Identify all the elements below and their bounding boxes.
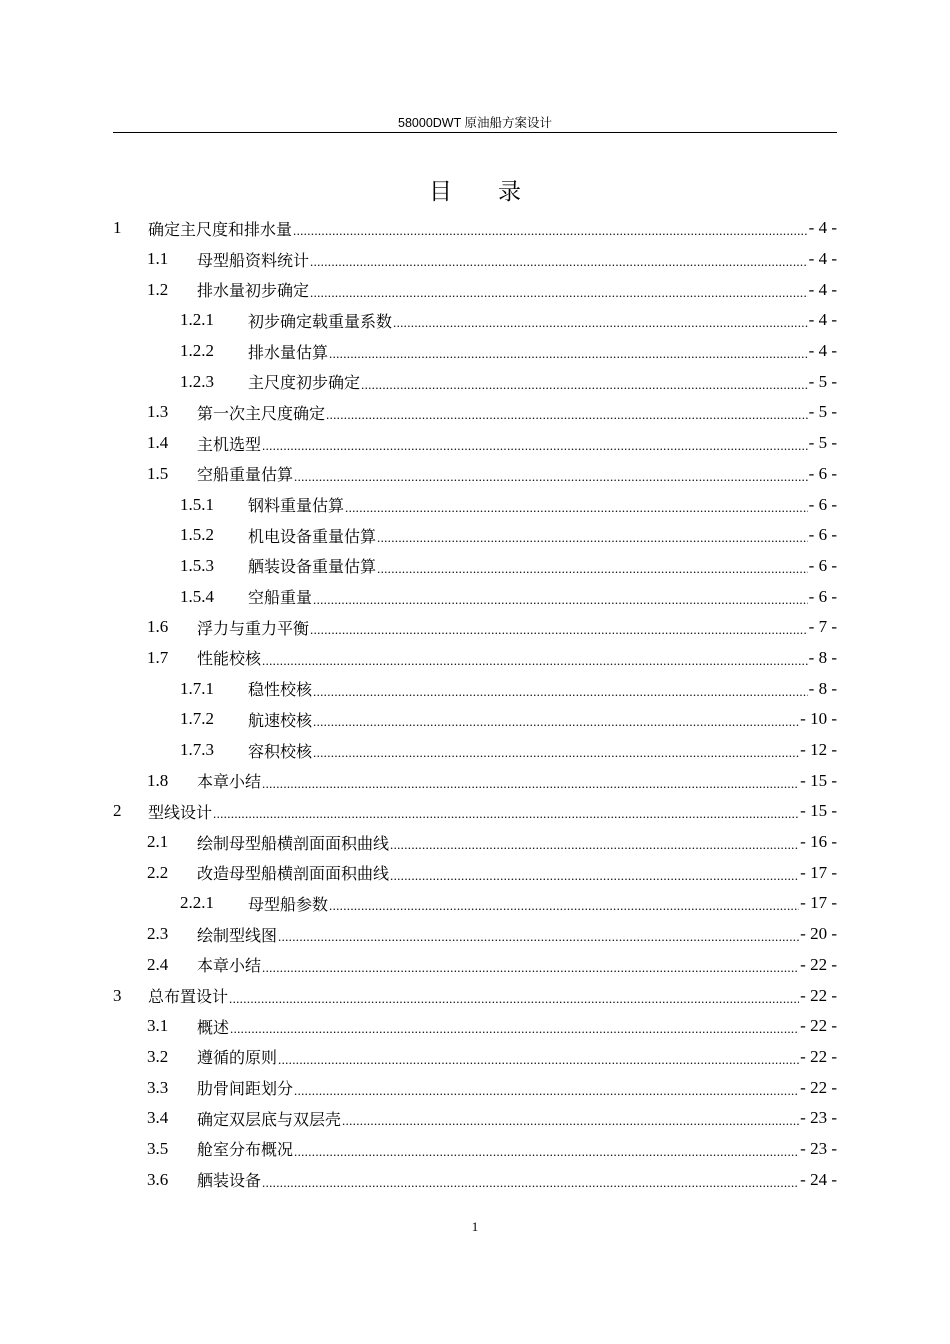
toc-entry[interactable] — [113, 551, 837, 582]
toc-entry-number: 3.5 — [147, 1138, 169, 1158]
toc-entry[interactable] — [113, 827, 837, 858]
toc-entry[interactable] — [113, 244, 837, 275]
toc-entry-title: 母型船参数 — [248, 894, 329, 914]
toc-entry-page: - 22 - — [800, 1046, 837, 1066]
toc-entry[interactable] — [113, 581, 837, 612]
toc-entry-title: 舱室分布概况 — [197, 1140, 294, 1160]
toc-dot-leader — [377, 557, 808, 575]
toc-entry-page: - 4 - — [808, 341, 837, 361]
toc-entry[interactable] — [113, 1134, 837, 1165]
table-of-contents — [113, 213, 837, 1195]
toc-entry[interactable] — [113, 950, 837, 981]
toc-entry-title: 绘制母型船横剖面面积曲线 — [197, 833, 390, 853]
toc-entry-title: 空船重量估算 — [197, 465, 294, 485]
toc-entry-page: - 7 - — [808, 617, 837, 637]
toc-dot-leader — [293, 219, 808, 237]
toc-entry-number: 3.2 — [147, 1046, 169, 1066]
toc-entry[interactable] — [113, 305, 837, 336]
toc-title-part2: 录 — [498, 179, 521, 205]
toc-dot-leader — [342, 1109, 799, 1127]
toc-entry-page: - 5 - — [808, 433, 837, 453]
toc-dot-leader — [262, 649, 808, 667]
toc-entry-title: 钢料重量估算 — [248, 496, 345, 516]
toc-dot-leader — [390, 864, 799, 882]
toc-entry-number: 1.1 — [147, 249, 169, 269]
toc-title — [113, 176, 837, 208]
toc-entry-number: 1.2.2 — [180, 341, 214, 361]
toc-entry[interactable] — [113, 1072, 837, 1103]
toc-entry[interactable] — [113, 735, 837, 766]
toc-entry[interactable] — [113, 213, 837, 244]
toc-dot-leader — [294, 465, 808, 483]
toc-entry[interactable] — [113, 796, 837, 827]
toc-entry-page: - 22 - — [800, 985, 837, 1005]
header-rule — [113, 132, 837, 133]
toc-entry-title: 航速校核 — [248, 710, 313, 730]
toc-entry-page: - 6 - — [808, 463, 837, 483]
toc-entry-page: - 5 - — [808, 402, 837, 422]
toc-dot-leader — [294, 1140, 799, 1158]
toc-entry[interactable] — [113, 336, 837, 367]
toc-entry-page: - 22 - — [800, 954, 837, 974]
toc-entry-page: - 8 - — [808, 678, 837, 698]
toc-dot-leader — [262, 956, 799, 974]
toc-dot-leader — [313, 588, 808, 606]
toc-dot-leader — [229, 987, 799, 1005]
toc-entry-title: 概述 — [197, 1017, 230, 1037]
toc-entry[interactable] — [113, 888, 837, 919]
toc-entry-number: 3 — [113, 985, 122, 1005]
toc-entry-title: 第一次主尺度确定 — [197, 403, 326, 423]
toc-entry-page: - 17 - — [800, 893, 837, 913]
toc-entry-page: - 23 - — [800, 1108, 837, 1128]
toc-dot-leader — [294, 1079, 799, 1097]
toc-entry-number: 1.2 — [147, 279, 169, 299]
toc-entry-number: 2 — [113, 801, 122, 821]
toc-entry-title: 排水量估算 — [248, 342, 329, 362]
toc-entry-title: 容积校核 — [248, 741, 313, 761]
toc-entry[interactable] — [113, 704, 837, 735]
toc-entry-page: - 5 - — [808, 371, 837, 391]
toc-entry-page: - 4 - — [808, 218, 837, 238]
toc-entry[interactable] — [113, 765, 837, 796]
toc-entry[interactable] — [113, 919, 837, 950]
toc-entry-title: 主尺度初步确定 — [248, 373, 361, 393]
toc-entry-number: 2.2.1 — [180, 893, 214, 913]
toc-dot-leader — [310, 281, 808, 299]
toc-entry-page: - 6 - — [808, 586, 837, 606]
toc-dot-leader — [390, 833, 799, 851]
toc-entry[interactable] — [113, 643, 837, 674]
toc-dot-leader — [262, 434, 808, 452]
toc-entry-title: 确定主尺度和排水量 — [148, 219, 293, 239]
toc-entry[interactable] — [113, 428, 837, 459]
toc-entry-title: 本章小结 — [197, 772, 262, 792]
toc-dot-leader — [278, 925, 799, 943]
toc-entry[interactable] — [113, 520, 837, 551]
toc-entry-number: 1.8 — [147, 770, 169, 790]
toc-entry-number: 1 — [113, 218, 122, 238]
toc-dot-leader — [213, 802, 799, 820]
toc-entry-number: 1.5.4 — [180, 586, 214, 606]
toc-dot-leader — [278, 1048, 799, 1066]
toc-title-part1: 目 — [429, 179, 452, 205]
toc-entry-number: 2.2 — [147, 862, 169, 882]
toc-entry-title: 母型船资料统计 — [197, 250, 310, 270]
toc-dot-leader — [393, 311, 808, 329]
toc-entry-page: - 6 - — [808, 494, 837, 514]
toc-entry-number: 2.4 — [147, 954, 169, 974]
toc-entry-title: 遵循的原则 — [197, 1048, 278, 1068]
toc-dot-leader — [310, 618, 808, 636]
toc-entry[interactable] — [113, 1164, 837, 1195]
toc-entry-page: - 4 - — [808, 310, 837, 330]
toc-entry-number: 1.2.1 — [180, 310, 214, 330]
toc-entry-page: - 15 - — [800, 770, 837, 790]
toc-entry[interactable] — [113, 673, 837, 704]
toc-entry[interactable] — [113, 1103, 837, 1134]
toc-dot-leader — [361, 373, 808, 391]
toc-entry-title: 舾装设备重量估算 — [248, 557, 377, 577]
toc-entry-number: 3.3 — [147, 1077, 169, 1097]
toc-entry[interactable] — [113, 459, 837, 490]
toc-entry-number: 1.5.1 — [180, 494, 214, 514]
toc-entry-number: 2.3 — [147, 924, 169, 944]
toc-dot-leader — [326, 403, 808, 421]
toc-dot-leader — [329, 342, 808, 360]
toc-entry-number: 1.7 — [147, 647, 169, 667]
toc-entry[interactable] — [113, 1011, 837, 1042]
toc-dot-leader — [345, 496, 808, 514]
toc-entry-title: 空船重量 — [248, 588, 313, 608]
toc-entry[interactable] — [113, 366, 837, 397]
toc-entry-title: 型线设计 — [148, 802, 213, 822]
toc-dot-leader — [313, 741, 799, 759]
toc-entry-page: - 15 - — [800, 801, 837, 821]
toc-entry-page: - 12 - — [800, 740, 837, 760]
toc-dot-leader — [310, 250, 808, 268]
toc-entry[interactable] — [113, 489, 837, 520]
toc-entry-number: 3.4 — [147, 1108, 169, 1128]
toc-entry-title: 稳性校核 — [248, 680, 313, 700]
toc-entry-number: 3.1 — [147, 1016, 169, 1036]
toc-entry-number: 1.3 — [147, 402, 169, 422]
toc-dot-leader — [329, 894, 799, 912]
toc-entry[interactable] — [113, 1042, 837, 1073]
toc-entry-number: 1.7.3 — [180, 740, 214, 760]
toc-entry[interactable] — [113, 857, 837, 888]
toc-entry-number: 1.7.1 — [180, 678, 214, 698]
toc-entry[interactable] — [113, 274, 837, 305]
toc-dot-leader — [377, 526, 808, 544]
toc-entry-title: 舾装设备 — [197, 1171, 262, 1191]
toc-entry-page: - 6 - — [808, 555, 837, 575]
toc-entry[interactable] — [113, 612, 837, 643]
toc-entry-title: 确定双层底与双层壳 — [197, 1109, 342, 1129]
toc-entry-title: 肋骨间距划分 — [197, 1079, 294, 1099]
toc-entry-title: 绘制型线图 — [197, 925, 278, 945]
toc-entry-number: 3.6 — [147, 1169, 169, 1189]
toc-dot-leader — [262, 1171, 799, 1189]
toc-entry-page: - 22 - — [800, 1077, 837, 1097]
toc-entry-number: 1.5 — [147, 463, 169, 483]
toc-entry-title: 总布置设计 — [148, 987, 229, 1007]
toc-dot-leader — [313, 710, 799, 728]
page-number: 1 — [471, 1219, 479, 1234]
toc-entry-page: - 16 - — [800, 832, 837, 852]
toc-entry[interactable] — [113, 397, 837, 428]
toc-entry-title: 本章小结 — [197, 956, 262, 976]
toc-dot-leader — [313, 680, 808, 698]
toc-entry-number: 1.4 — [147, 433, 169, 453]
toc-entry-number: 1.5.3 — [180, 555, 214, 575]
toc-entry-page: - 4 - — [808, 249, 837, 269]
toc-entry-title: 性能校核 — [197, 649, 262, 669]
toc-entry-title: 改造母型船横剖面面积曲线 — [197, 864, 390, 884]
toc-entry-page: - 4 - — [808, 279, 837, 299]
toc-entry-title: 主机选型 — [197, 434, 262, 454]
toc-entry-page: - 10 - — [800, 709, 837, 729]
toc-entry-page: - 23 - — [800, 1138, 837, 1158]
toc-entry-page: - 24 - — [800, 1169, 837, 1189]
toc-entry-title: 浮力与重力平衡 — [197, 618, 310, 638]
toc-entry-title: 机电设备重量估算 — [248, 526, 377, 546]
toc-entry-number: 1.6 — [147, 617, 169, 637]
running-header: 58000DWT 原油船方案设计 — [398, 116, 552, 130]
toc-entry-number: 1.5.2 — [180, 525, 214, 545]
toc-entry-title: 初步确定载重量系数 — [248, 311, 393, 331]
toc-entry-page: - 22 - — [800, 1016, 837, 1036]
toc-entry-page: - 20 - — [800, 924, 837, 944]
toc-entry-title: 排水量初步确定 — [197, 281, 310, 301]
toc-entry-number: 1.7.2 — [180, 709, 214, 729]
toc-entry[interactable] — [113, 980, 837, 1011]
toc-dot-leader — [230, 1017, 799, 1035]
toc-entry-number: 2.1 — [147, 832, 169, 852]
toc-entry-number: 1.2.3 — [180, 371, 214, 391]
toc-dot-leader — [262, 772, 799, 790]
toc-entry-page: - 6 - — [808, 525, 837, 545]
toc-entry-page: - 8 - — [808, 647, 837, 667]
toc-entry-page: - 17 - — [800, 862, 837, 882]
